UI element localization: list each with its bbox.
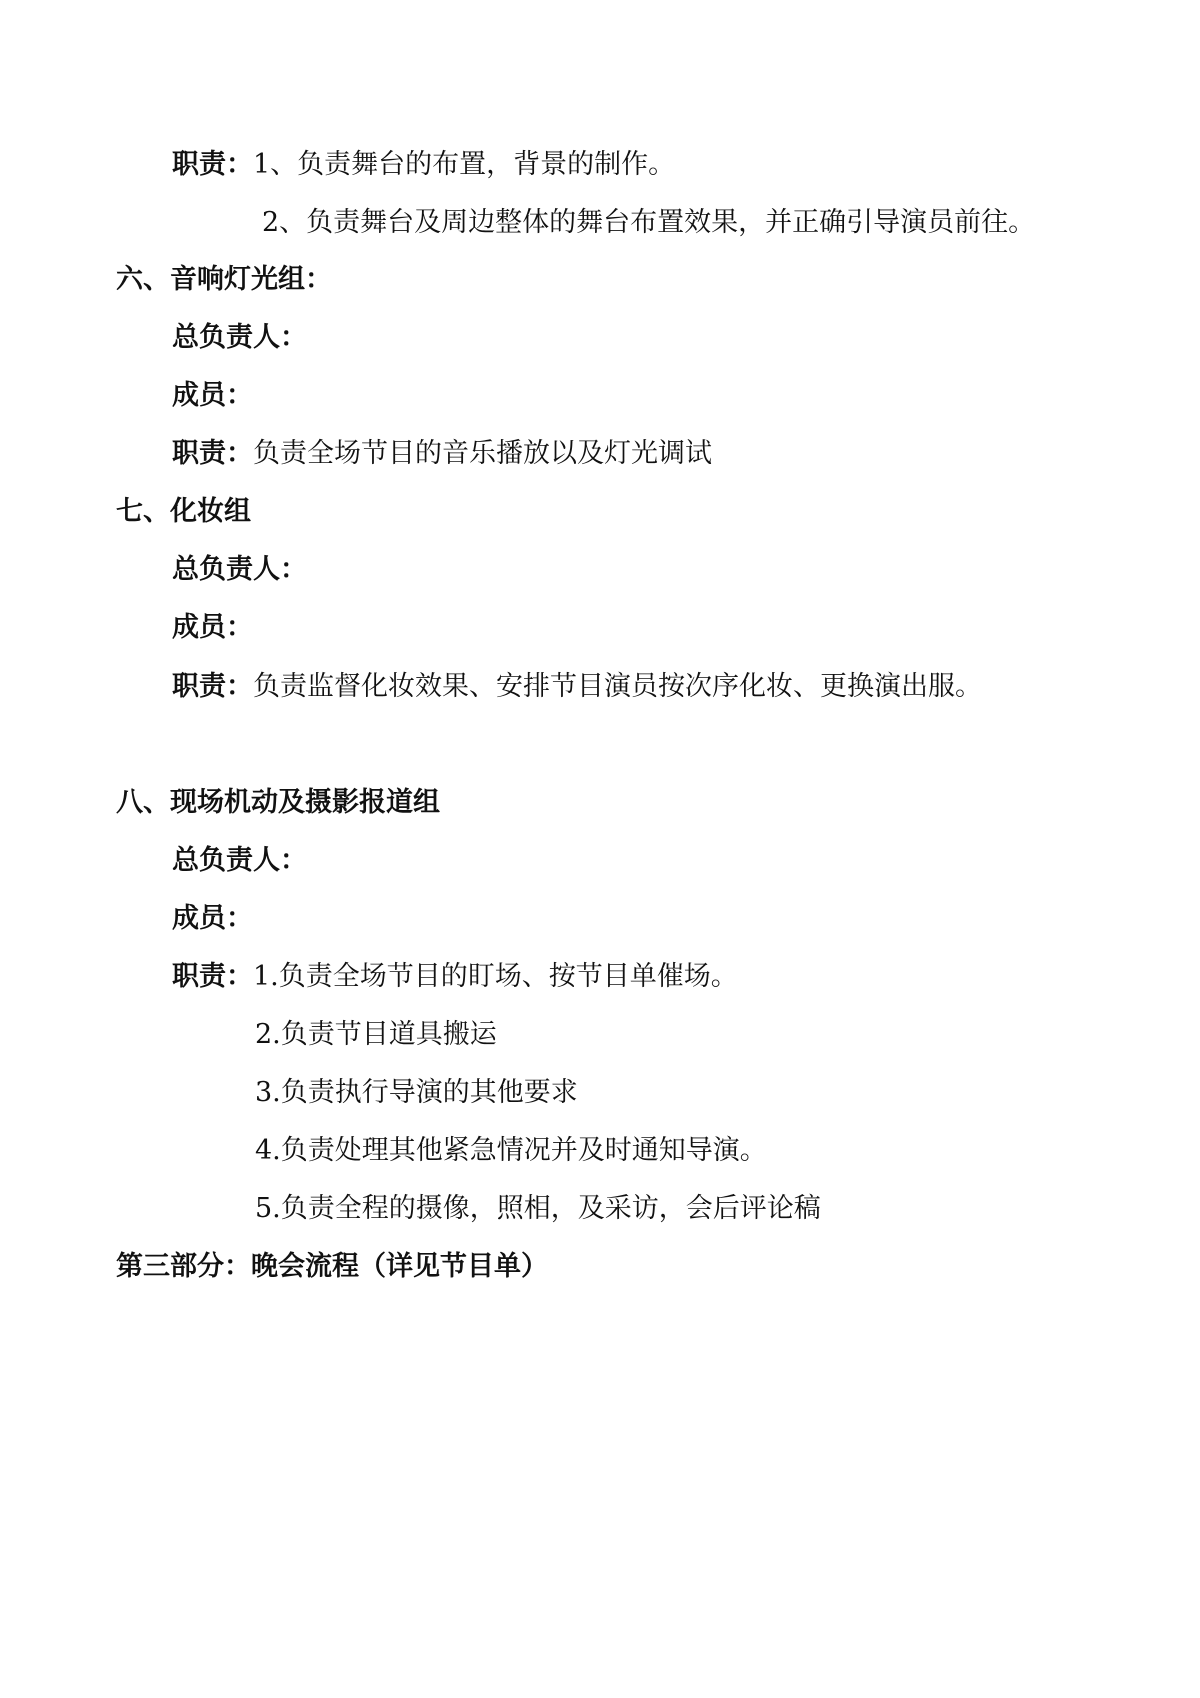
duty-text: 1.负责全场节目的盯场、按节目单催场。 [253,961,738,992]
duty-label: 职责： [172,149,253,180]
sound-light-leader-label: 总负责人： [172,322,307,353]
sound-light-duty-line [172,437,712,471]
section-heading-makeup: 七、化妆组 [116,496,251,527]
stage-duty-line-2: 2、负责舞台及周边整体的舞台布置效果，并正确引导演员前往。 [262,207,1036,238]
section-heading-sound-light: 六、音响灯光组： [116,264,332,295]
makeup-members-label: 成员： [172,612,253,643]
sound-light-members-label: 成员： [172,380,253,411]
makeup-duty-line [172,670,982,704]
onsite-members-label: 成员： [172,903,253,934]
duty-label: 职责： [172,671,253,702]
duty-text: 负责监督化妆效果、安排节目演员按次序化妆、更换演出服。 [253,671,982,702]
part-three-heading: 第三部分：晚会流程（详见节目单） [116,1251,548,1282]
onsite-duty-line-5: 5.负责全程的摄像，照相，及采访，会后评论稿 [255,1193,821,1224]
onsite-duty-line-2: 2.负责节目道具搬运 [255,1019,497,1050]
section-heading-onsite: 八、现场机动及摄影报道组 [116,787,440,818]
onsite-duty-line-4: 4.负责处理其他紧急情况并及时通知导演。 [255,1135,767,1166]
duty-label: 职责： [172,961,253,992]
duty-text: 负责全场节目的音乐播放以及灯光调试 [253,438,712,469]
duty-text: 1、负责舞台的布置，背景的制作。 [253,149,676,180]
onsite-duty-line-3: 3.负责执行导演的其他要求 [255,1077,578,1108]
makeup-leader-label: 总负责人： [172,554,307,585]
onsite-leader-label: 总负责人： [172,845,307,876]
onsite-duty-line-1 [172,960,738,994]
duty-label: 职责： [172,438,253,469]
stage-duty-line-1 [172,148,675,182]
